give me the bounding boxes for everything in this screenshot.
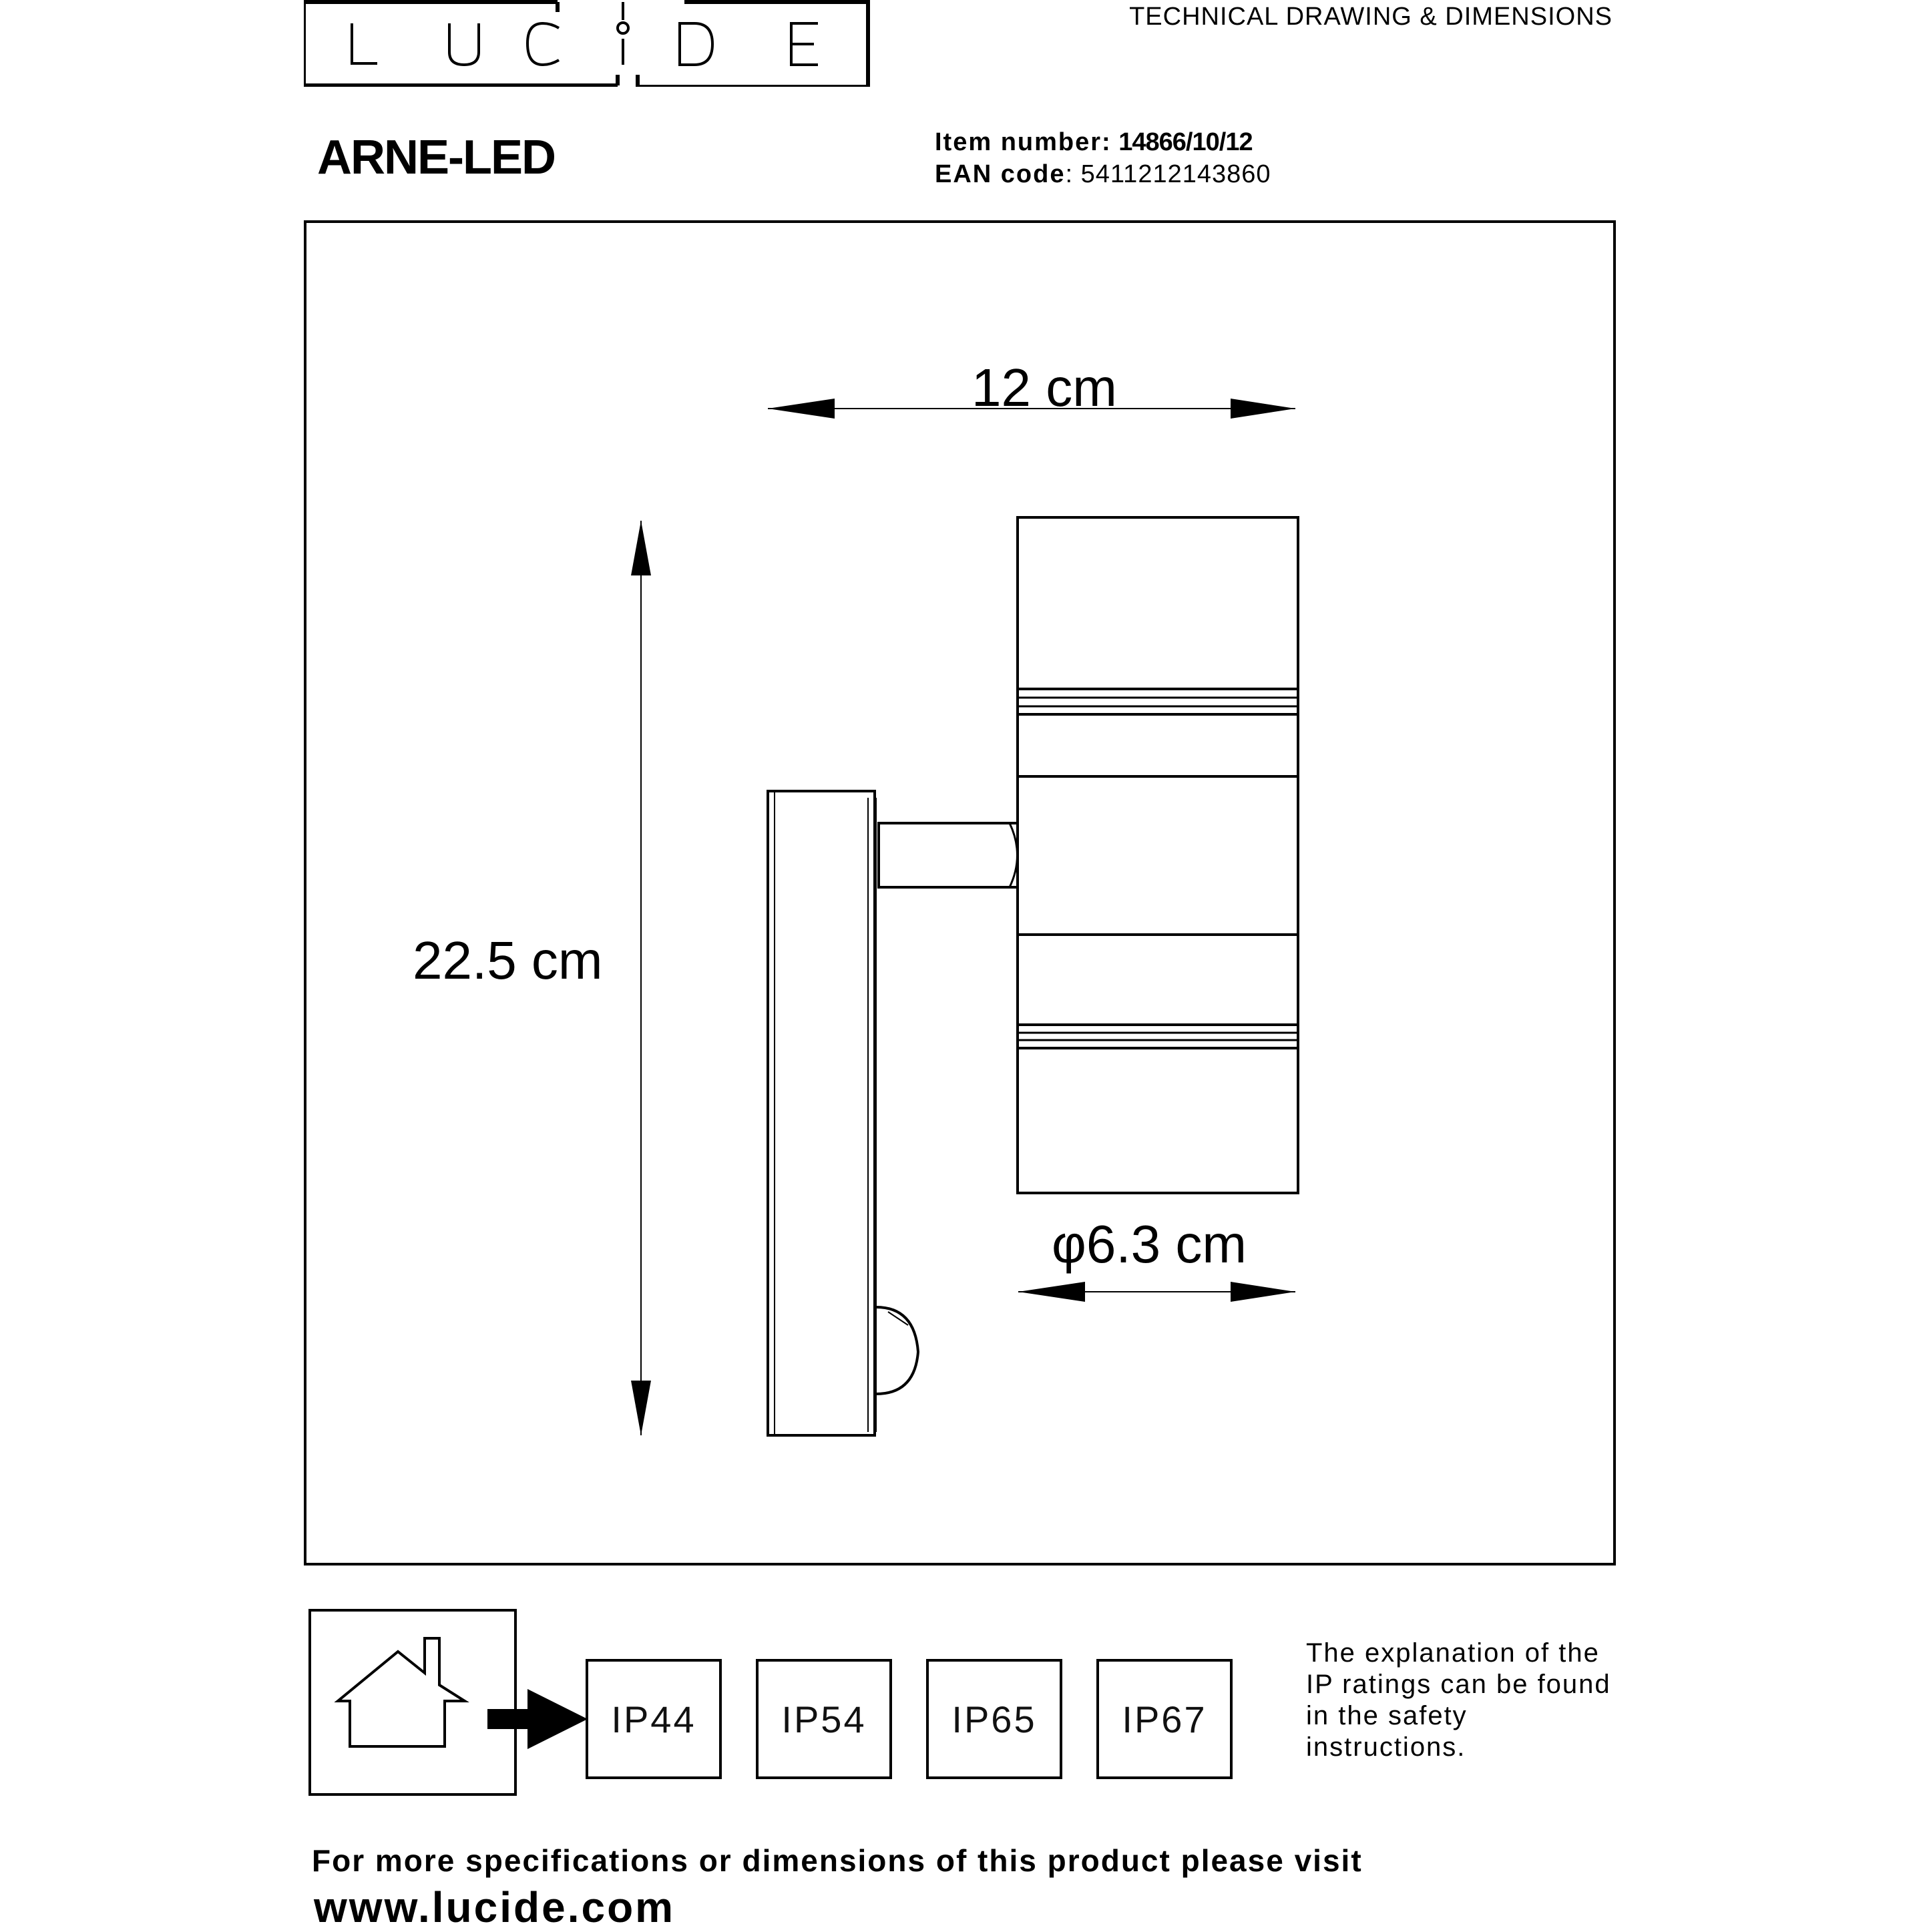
- item-number-value: 14866/10/12: [1118, 128, 1253, 156]
- product-name: ARNE-LED: [317, 131, 555, 184]
- ip-rating-ip67: IP67: [1096, 1659, 1233, 1779]
- ean-code-label: EAN code: [935, 160, 1066, 188]
- ip-explanation-note: [1306, 1638, 1613, 1763]
- ip-note-line: The explanation of the: [1306, 1638, 1600, 1668]
- house-icon: [311, 1612, 514, 1793]
- ip-note-line: in the safety: [1306, 1701, 1468, 1730]
- footer-url-link[interactable]: www.lucide.com: [314, 1883, 676, 1931]
- ip-note-line: instructions.: [1306, 1732, 1466, 1762]
- diameter-dimension-label: φ6.3 cm: [1052, 1214, 1247, 1274]
- height-dimension-label: 22.5 cm: [413, 931, 603, 990]
- ean-code-value: : 5411212143860: [1065, 160, 1271, 188]
- document-title: TECHNICAL DRAWING & DIMENSIONS: [1129, 3, 1613, 31]
- ip-note-line: IP ratings can be found: [1306, 1670, 1611, 1699]
- item-number-label: Item number:: [935, 128, 1112, 156]
- ip-rating-ip44: IP44: [586, 1659, 722, 1779]
- ip-rating-ip65: IP65: [926, 1659, 1062, 1779]
- ip-rating-ip54: IP54: [756, 1659, 892, 1779]
- footer-text: For more specifications or dimensions of this product please visit: [312, 1843, 1363, 1878]
- width-dimension-label: 12 cm: [972, 358, 1117, 417]
- outdoor-use-frame: [308, 1609, 517, 1796]
